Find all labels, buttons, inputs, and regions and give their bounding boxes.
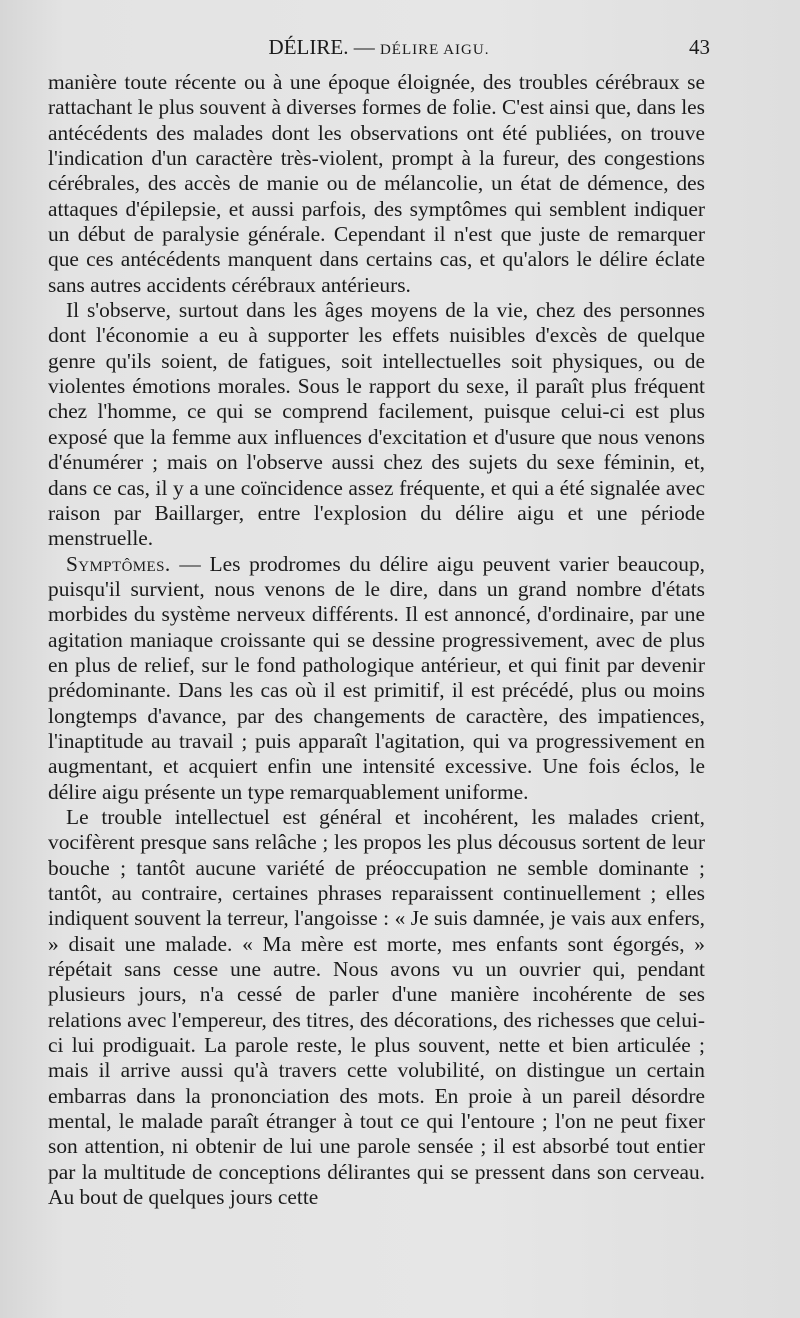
running-header [48, 32, 710, 62]
paragraph-symptoms [48, 552, 705, 805]
page-number: 43 [689, 35, 710, 59]
paragraph: Il s'observe, surtout dans les âges moyens de la vie, chez des personnes dont l'économie a eu à supporter les effets nuisibles d'excès de quelque genre qu'ils soient, de fatigues, soit intellectuelles soit physiques, ou de violentes émotions morales. Sous le rapport du sexe, il paraît plus fréquent chez l'homme, ce qui se comprend facilement, puisque celui-ci est plus exposé que la femme aux influences d'excitation et d'usure que nous venons d'énumérer ; mais on l'observe aussi chez des sujets du sexe féminin, et, dans ce cas, il y a une coïncidence assez fréquente, et qui a été signalée avec raison par Baillarger, entre l'explosion du délire aigu et une période menstruelle. [48, 298, 705, 551]
running-title [48, 32, 710, 65]
body-text [48, 70, 705, 1210]
paragraph: Le trouble intellectuel est général et incohérent, les malades crient, vocifèrent presque sans relâche ; les propos les plus décousus sortent de leur bouche ; tantôt aucune variété de préoccupation ne semble dominante ; tantôt, au contraire, certaines phrases reparaissent continuellement ; elles indiquent souvent la terreur, l'angoisse : « Je suis damnée, je vais aux enfers, » disait une malade. « Ma mère est morte, mes enfants sont égorgés, » répétait sans cesse une autre. Nous avons vu un ouvrier qui, pendant plusieurs jours, n'a cessé de parler d'une manière incohérente de ses relations avec l'empereur, des titres, des décorations, des richesses que celui-ci lui prodiguait. La parole reste, le plus souvent, nette et bien articulée ; mais il arrive aussi qu'à travers cette volubilité, on distingue un certain embarras dans la prononciation des mots. En proie à un pareil désordre mental, le malade paraît étranger à tout ce qui l'entoure ; l'on ne peut fixer son attention, ni obtenir de lui une parole sensée ; il est absorbé tout entier par la multitude de conceptions délirantes qui se pressent dans son cerveau. Au bout de quelques jours cette [48, 804, 705, 1210]
header-separator: — [353, 35, 375, 59]
section-heading: Symptômes. [66, 551, 171, 576]
section-dash: — [179, 551, 201, 576]
header-subtitle: DÉLIRE AIGU. [379, 42, 490, 58]
paragraph-continued: manière toute récente ou à une époque éloignée, des troubles cérébraux se rattachant le plus souvent à diverses formes de folie. C'est ainsi que, dans les antécédents des malades dont les observations ont été publiées, on trouve l'indication d'un caractère très-violent, prompt à la fureur, des congestions cérébrales, des accès de manie ou de mélancolie, un état de démence, des attaques d'épilepsie, et aussi parfois, des symptômes qui semblent indiquer un début de paralysie générale. Cependant il n'est que juste de remarquer que ces antécédents manquent dans certains cas, et qu'alors le délire éclate sans autres accidents cérébraux antérieurs. [48, 70, 705, 297]
header-title: DÉLIRE. [268, 35, 349, 59]
paragraph-symptoms-text: Les prodromes du délire aigu peuvent varier beaucoup, puisqu'il survient, nous venons de le dire, dans un grand nombre d'états morbides du système nerveux différents. Il est annoncé, d'ordinaire, par une agitation maniaque croissante qui se dessine progressivement, avec de plus en plus de relief, sur le fond pathologique antérieur, et qui finit par devenir prédominante. Dans les cas où il est primitif, il est précédé, plus ou moins longtemps d'avance, par des changements de caractère, des impatiences, l'inaptitude au travail ; puis apparaît l'agitation, qui va progressivement en augmentant, et acquiert enfin une intensité excessive. Une fois éclos, le délire aigu présente un type remarquablement uniforme. [48, 551, 705, 804]
